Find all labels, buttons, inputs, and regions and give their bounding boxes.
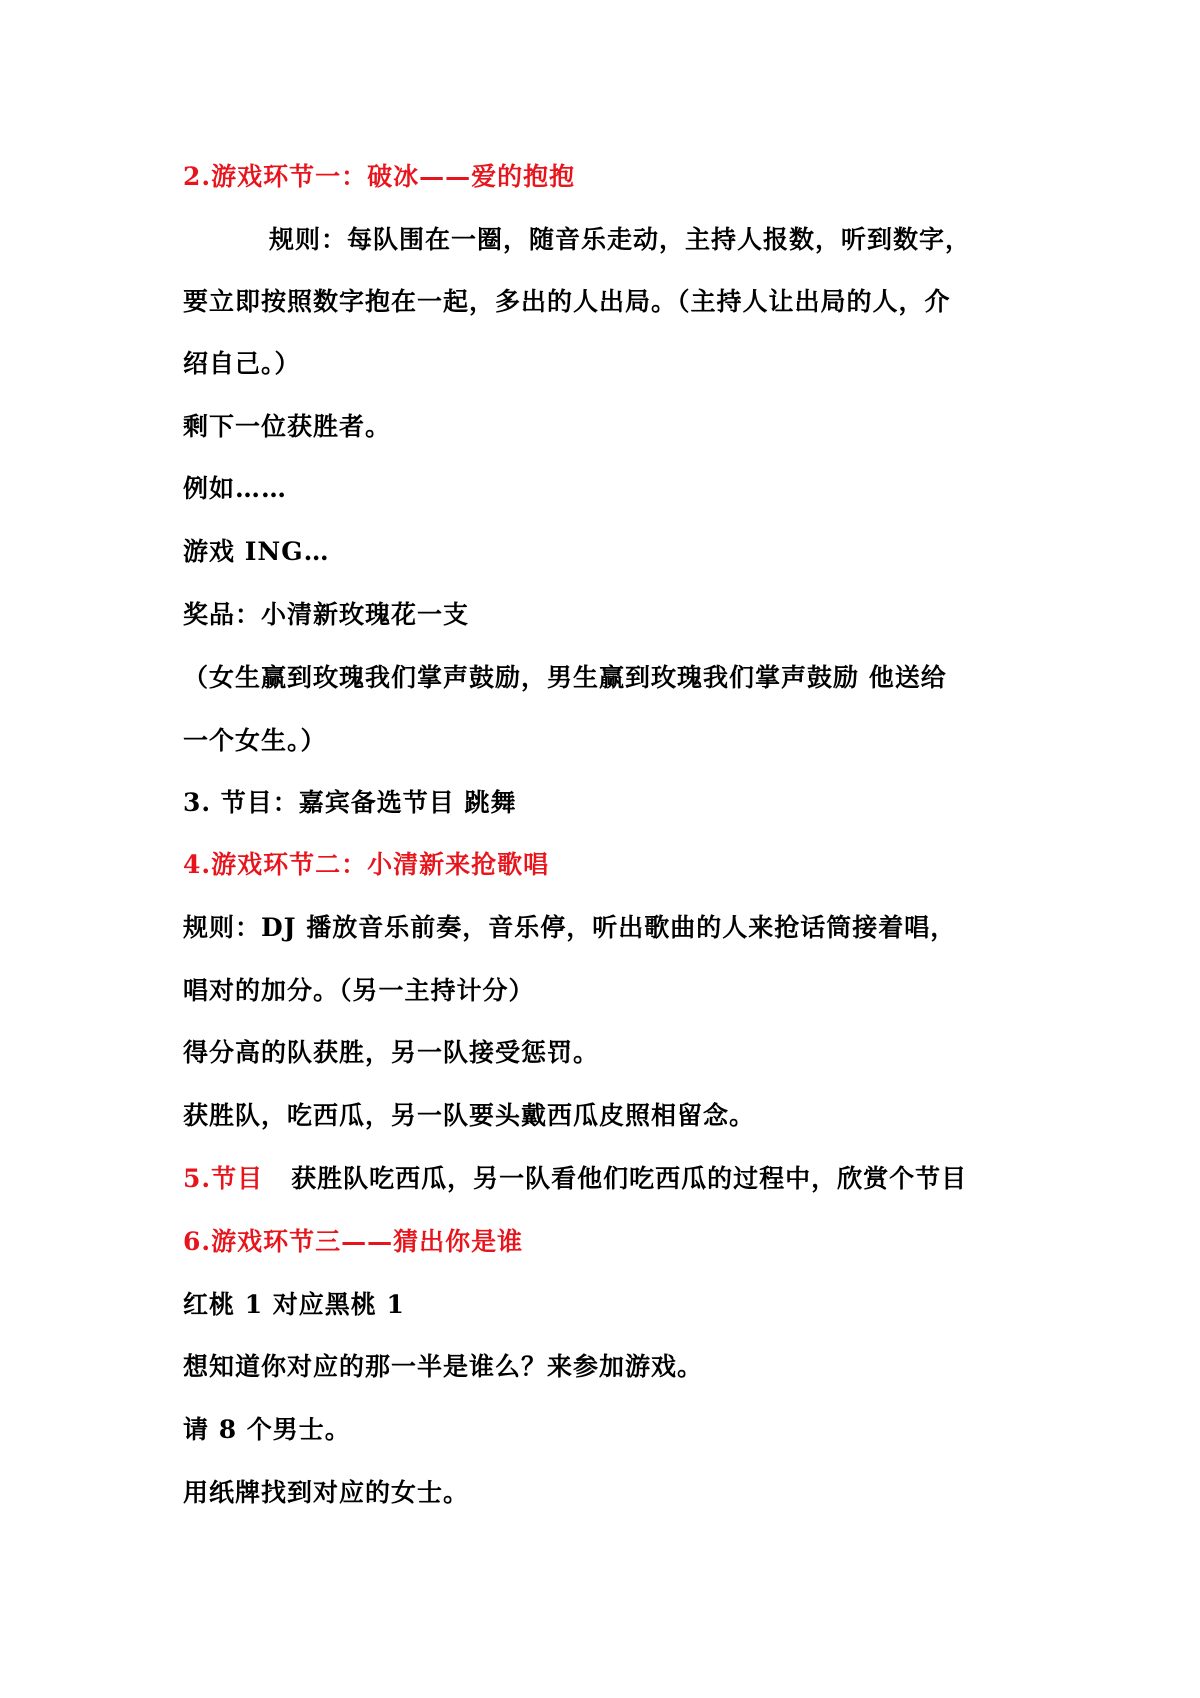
score-line: 得分高的队获胜，另一队接受惩罚。 [183, 1038, 600, 1067]
rule-1-line-2: 要立即按照数字抱在一起，多出的人出局。（主持人让出局的人，介 [183, 287, 951, 316]
watermelon-line: 获胜队，吃西瓜，另一队要头戴西瓜皮照相留念。 [183, 1101, 756, 1130]
winner-line: 剩下一位获胜者。 [183, 412, 392, 441]
prize-line: 奖品：小清新玫瑰花一支 [183, 600, 470, 629]
section-5-text: 获胜队吃西瓜，另一队看他们吃西瓜的过程中，欣赏个节目 [291, 1164, 968, 1193]
section-6-heading: 6.游戏环节三——猜出你是谁 [183, 1227, 524, 1256]
men-line: 请 8 个男士。 [183, 1415, 351, 1444]
find-line: 用纸牌找到对应的女士。 [183, 1478, 470, 1507]
section-4-heading: 4.游戏环节二：小清新来抢歌唱 [183, 850, 550, 879]
rule-2-line-2: 唱对的加分。（另一主持计分） [183, 976, 535, 1005]
rule-2-line-1: 规则：DJ 播放音乐前奏，音乐停，听出歌曲的人来抢话筒接着唱， [183, 913, 957, 942]
note-line-2: 一个女生。） [183, 726, 327, 755]
section-5-line [183, 1159, 1043, 1199]
section-5-label: 5.节目 [183, 1164, 264, 1193]
example-line: 例如…… [183, 474, 288, 503]
section-2-heading: 2.游戏环节一：破冰——爱的抱抱 [183, 162, 576, 191]
rule-1-line-1: 规则：每队围在一圈，随音乐走动，主持人报数，听到数字， [269, 225, 972, 254]
game-ing-line: 游戏 ING… [183, 537, 330, 566]
invite-line: 想知道你对应的那一半是谁么？来参加游戏。 [183, 1352, 704, 1381]
note-line-1: （女生赢到玫瑰我们掌声鼓励，男生赢到玫瑰我们掌声鼓励 他送给 [183, 663, 947, 692]
item-3-line: 3. 节目：嘉宾备选节目 跳舞 [183, 788, 517, 817]
card-line: 红桃 1 对应黑桃 1 [183, 1290, 405, 1319]
rule-1-line-3: 绍自己。） [183, 349, 301, 378]
